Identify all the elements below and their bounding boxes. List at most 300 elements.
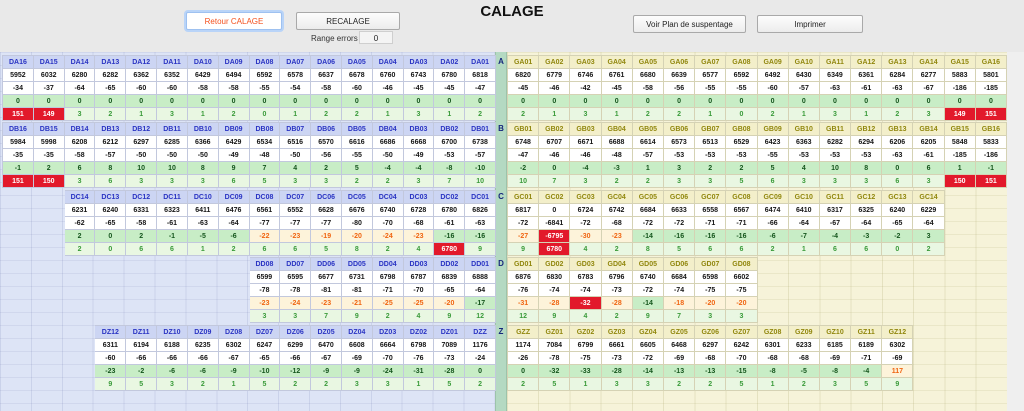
column-header: DA05	[341, 56, 372, 69]
grid-cell: 2	[465, 108, 496, 121]
column-header: GZ05	[663, 326, 694, 339]
grid-cell: 1	[539, 108, 570, 121]
row-group-letter: Z	[498, 327, 504, 336]
grid-cell: 9	[218, 162, 249, 175]
column-header: GC03	[570, 191, 601, 204]
grid-cell: -23	[95, 365, 126, 378]
grid-cell: 0	[508, 95, 539, 108]
empty-cell	[944, 243, 975, 256]
empty-cell	[944, 365, 975, 378]
grid-cell: -76	[403, 352, 434, 365]
grid-cell: 6	[95, 175, 126, 188]
grid-cell: 6602	[726, 271, 757, 284]
empty-cell	[33, 284, 64, 297]
grid-cell: 6671	[570, 136, 601, 149]
grid-cell: -9	[218, 365, 249, 378]
grid-cell: 6780	[434, 243, 465, 256]
grid-cell: 6592	[726, 69, 757, 82]
grid-cell: 3	[632, 378, 663, 391]
grid-cell: -72	[663, 217, 694, 230]
grid-cell: -78	[280, 284, 311, 297]
grid-cell: -5	[187, 230, 218, 243]
column-header: DZ06	[280, 326, 311, 339]
grid-cell: 149	[944, 108, 975, 121]
grid-cell: 1174	[508, 339, 539, 352]
grid-cell: -31	[508, 297, 539, 310]
empty-cell	[3, 191, 34, 204]
column-header: DC05	[341, 191, 372, 204]
grid-cell: 7089	[434, 339, 465, 352]
recalage-button[interactable]: RECALAGE	[296, 12, 400, 30]
grid-cell: 3	[819, 108, 850, 121]
empty-cell	[3, 230, 34, 243]
grid-cell: 0	[341, 95, 372, 108]
grid-cell: 150	[944, 175, 975, 188]
column-header: GA01	[508, 56, 539, 69]
grid-cell: 1	[187, 243, 218, 256]
grid-cell: -16	[726, 230, 757, 243]
grid-cell: 2	[508, 108, 539, 121]
right-gutter	[1007, 52, 1024, 411]
grid-cell: -50	[126, 149, 157, 162]
grid-cell: 6366	[187, 136, 218, 149]
grid-cell: -74	[539, 284, 570, 297]
grid-cell: 2	[218, 108, 249, 121]
grid-cell: 2	[726, 162, 757, 175]
column-header: GA11	[819, 56, 850, 69]
grid-cell: -80	[341, 217, 372, 230]
column-header: DA02	[434, 56, 465, 69]
grid-cell: -49	[218, 149, 249, 162]
grid-cell: -61	[913, 149, 944, 162]
column-header: GD02	[539, 258, 570, 271]
grid-cell: -71	[695, 217, 726, 230]
grid-cell: 6608	[341, 339, 372, 352]
empty-cell	[64, 352, 95, 365]
empty-cell	[975, 204, 1006, 217]
empty-cell	[3, 365, 34, 378]
grid-cell: 4	[788, 162, 819, 175]
empty-cell	[157, 258, 188, 271]
grid-cell: -23	[403, 230, 434, 243]
column-header: GZ02	[570, 326, 601, 339]
column-header: GC04	[601, 191, 632, 204]
grid-cell: 4	[570, 243, 601, 256]
column-header: DA07	[280, 56, 311, 69]
column-header: GC05	[632, 191, 663, 204]
column-header: DC06	[311, 191, 342, 204]
grid-cell: 7	[663, 310, 694, 323]
empty-cell	[64, 326, 95, 339]
grid-cell: 6	[757, 175, 788, 188]
empty-cell	[187, 284, 218, 297]
grid-cell: 6317	[819, 204, 850, 217]
empty-cell	[3, 297, 34, 310]
grid-cell: -67	[819, 217, 850, 230]
grid-cell: 1	[280, 108, 311, 121]
column-header: GC14	[913, 191, 944, 204]
grid-cell: 6	[726, 243, 757, 256]
column-header: GB04	[601, 123, 632, 136]
grid-cell: -23	[311, 297, 342, 310]
grid-cell: 5	[757, 162, 788, 175]
empty-cell	[851, 297, 882, 310]
grid-cell: 3	[819, 378, 850, 391]
grid-cell: -77	[249, 217, 280, 230]
column-header: GB09	[757, 123, 788, 136]
grid-cell: -72	[508, 217, 539, 230]
grid-cell: -53	[434, 149, 465, 162]
grid-cell: -64	[851, 217, 882, 230]
grid-cell: -4	[403, 162, 434, 175]
grid-cell: 10	[465, 175, 496, 188]
grid-cell: 9	[434, 310, 465, 323]
grid-cell: -16	[663, 230, 694, 243]
grid-cell: 3	[341, 378, 372, 391]
column-header: GZ12	[882, 326, 913, 339]
grid-cell: -8	[434, 162, 465, 175]
grid-cell: 1	[372, 108, 403, 121]
grid-cell: 1	[944, 162, 975, 175]
empty-cell	[975, 243, 1006, 256]
grid-cell: -50	[187, 149, 218, 162]
grid-cell: -30	[570, 230, 601, 243]
grid-cell: -13	[695, 365, 726, 378]
grid-cell: 3	[126, 175, 157, 188]
row-group-letter: A	[498, 57, 504, 66]
grid-cell: 2	[372, 243, 403, 256]
grid-cell: -55	[341, 149, 372, 162]
column-header: GD04	[601, 258, 632, 271]
grid-cell: 0	[570, 95, 601, 108]
grid-cell: 1	[218, 378, 249, 391]
grid-cell: -63	[882, 82, 913, 95]
grid-cell: 2	[311, 108, 342, 121]
grid-cell: 2	[663, 108, 694, 121]
empty-cell	[3, 284, 34, 297]
column-header: DB12	[126, 123, 157, 136]
grid-cell: 10	[126, 162, 157, 175]
grid-cell: -68	[403, 217, 434, 230]
column-header: DA14	[64, 56, 95, 69]
grid-cell: -31	[403, 365, 434, 378]
grid-cell: -78	[249, 284, 280, 297]
column-header: GC02	[539, 191, 570, 204]
grid-cell: -19	[311, 230, 342, 243]
grid-cell: 6661	[601, 339, 632, 352]
column-header: GA12	[851, 56, 882, 69]
grid-cell: 6363	[788, 136, 819, 149]
grid-cell: -64	[218, 217, 249, 230]
grid-cell: -65	[434, 284, 465, 297]
grid-cell: -186	[944, 82, 975, 95]
grid-cell: 3	[372, 378, 403, 391]
imprimer-button[interactable]: Imprimer	[757, 15, 863, 33]
grid-cell: 3	[64, 108, 95, 121]
column-header: DC04	[372, 191, 403, 204]
empty-cell	[757, 284, 788, 297]
grid-cell: 151	[3, 175, 34, 188]
empty-cell	[913, 378, 944, 391]
column-header: GC12	[851, 191, 882, 204]
grid-cell: 6208	[64, 136, 95, 149]
grid-cell: 3	[601, 378, 632, 391]
grid-cell: -23	[601, 230, 632, 243]
grid-cell: 6352	[157, 69, 188, 82]
column-header: GA04	[601, 56, 632, 69]
column-header: GA02	[539, 56, 570, 69]
column-header: GA06	[663, 56, 694, 69]
grid-cell: 6561	[249, 204, 280, 217]
grid-cell: -56	[663, 82, 694, 95]
grid-cell: -21	[341, 297, 372, 310]
grid-cell: 6429	[218, 136, 249, 149]
grid-cell: 6783	[570, 271, 601, 284]
grid-cell: -72	[632, 217, 663, 230]
grid-cell: -74	[663, 284, 694, 297]
grid-cell: -185	[944, 149, 975, 162]
grid-cell: -14	[632, 365, 663, 378]
grid-cell: -3	[851, 230, 882, 243]
grid-cell: 149	[33, 108, 64, 121]
grid-cell: 6411	[187, 204, 218, 217]
grid-cell: -49	[403, 149, 434, 162]
right-group-table	[507, 257, 1007, 323]
empty-cell	[851, 284, 882, 297]
grid-cell: 3	[280, 310, 311, 323]
grid-cell: 3	[187, 175, 218, 188]
grid-cell: -33	[570, 365, 601, 378]
grid-cell: 1	[632, 162, 663, 175]
grid-cell: 6633	[663, 204, 694, 217]
column-header: GD06	[663, 258, 694, 271]
grid-cell: -77	[311, 217, 342, 230]
grid-cell: 0	[95, 95, 126, 108]
column-header: GZ08	[757, 326, 788, 339]
column-header: DB10	[187, 123, 218, 136]
grid-cell: 2	[913, 243, 944, 256]
column-header: DB16	[3, 123, 34, 136]
grid-cell: -26	[508, 352, 539, 365]
grid-cell: 0	[539, 95, 570, 108]
grid-cell: -32	[539, 365, 570, 378]
grid-cell: -69	[882, 352, 913, 365]
column-header: GD08	[726, 258, 757, 271]
grid-cell: 6760	[372, 69, 403, 82]
page-title: CALAGE	[480, 3, 544, 20]
empty-cell	[218, 258, 249, 271]
grid-cell: -4	[372, 162, 403, 175]
grid-cell: 0	[788, 95, 819, 108]
empty-cell	[975, 310, 1006, 323]
grid-cell: 6247	[249, 339, 280, 352]
grid-cell: -55	[249, 82, 280, 95]
empty-cell	[95, 271, 126, 284]
grid-cell: -18	[663, 297, 694, 310]
grid-cell: 6731	[341, 271, 372, 284]
column-header: GB05	[632, 123, 663, 136]
grid-cell: 7084	[539, 339, 570, 352]
grid-cell: -67	[311, 352, 342, 365]
column-header: GB14	[913, 123, 944, 136]
grid-cell: -9	[341, 365, 372, 378]
grid-cell: -6	[187, 365, 218, 378]
left-group-table	[2, 257, 496, 323]
empty-cell	[975, 191, 1006, 204]
grid-cell: 5984	[3, 136, 34, 149]
grid-cell: -45	[434, 82, 465, 95]
grid-cell: 7	[539, 175, 570, 188]
grid-cell: 2	[372, 175, 403, 188]
column-header: DA04	[372, 56, 403, 69]
grid-cell: -4	[570, 162, 601, 175]
column-header: DD06	[311, 258, 342, 271]
grid-cell: 6686	[372, 136, 403, 149]
empty-cell	[218, 310, 249, 323]
left-group-table	[2, 55, 496, 121]
grid-cell: 2	[663, 378, 694, 391]
grid-cell: 6746	[570, 69, 601, 82]
grid-cell: 6820	[508, 69, 539, 82]
grid-cell: 3	[851, 175, 882, 188]
empty-cell	[788, 297, 819, 310]
grid-cell: -68	[695, 352, 726, 365]
grid-cell: 3	[788, 175, 819, 188]
empty-cell	[64, 378, 95, 391]
grid-cell: -55	[757, 149, 788, 162]
grid-cell: -16	[434, 230, 465, 243]
empty-cell	[913, 352, 944, 365]
grid-cell: -63	[819, 82, 850, 95]
retour-calage-button[interactable]: Retour CALAGE	[186, 12, 282, 30]
empty-cell	[33, 230, 64, 243]
empty-cell	[757, 258, 788, 271]
column-header: DB11	[157, 123, 188, 136]
grid-cell: 6578	[280, 69, 311, 82]
grid-cell: -58	[64, 149, 95, 162]
grid-cell: -75	[726, 284, 757, 297]
empty-cell	[944, 191, 975, 204]
grid-cell: -73	[434, 352, 465, 365]
grid-cell: -67	[218, 352, 249, 365]
grid-cell: -58	[632, 82, 663, 95]
grid-cell: 6361	[851, 69, 882, 82]
grid-cell: 3	[157, 175, 188, 188]
column-header: DZ02	[403, 326, 434, 339]
grid-cell: 2	[882, 108, 913, 121]
right-group-table	[507, 325, 1007, 391]
grid-cell: -54	[280, 82, 311, 95]
grid-cell: -34	[3, 82, 34, 95]
column-header: DZ08	[218, 326, 249, 339]
grid-cell: 6	[913, 162, 944, 175]
grid-cell: 3	[403, 108, 434, 121]
grid-cell: -46	[372, 82, 403, 95]
voir-plan-suspentage-button[interactable]: Voir Plan de suspentage	[633, 15, 746, 33]
grid-cell: 6513	[695, 136, 726, 149]
grid-cell: 2	[64, 243, 95, 256]
grid-cell: -47	[465, 82, 496, 95]
left-group-table	[2, 190, 496, 256]
grid-cell: 0	[851, 95, 882, 108]
grid-cell: 6779	[539, 69, 570, 82]
grid-cell: -66	[157, 352, 188, 365]
grid-cell: -58	[311, 82, 342, 95]
column-header: DZ09	[187, 326, 218, 339]
grid-cell: 0	[539, 204, 570, 217]
empty-cell	[95, 310, 126, 323]
empty-cell	[882, 258, 913, 271]
column-header: DB04	[372, 123, 403, 136]
grid-cell: 6	[126, 243, 157, 256]
column-header: GB13	[882, 123, 913, 136]
grid-cell: 5801	[975, 69, 1006, 82]
column-header: DB09	[218, 123, 249, 136]
grid-cell: 5	[311, 243, 342, 256]
grid-cell: -23	[249, 297, 280, 310]
grid-cell: -53	[663, 149, 694, 162]
grid-cell: 9	[341, 310, 372, 323]
grid-cell: -24	[372, 230, 403, 243]
grid-cell: -45	[508, 82, 539, 95]
grid-cell: -50	[280, 149, 311, 162]
empty-cell	[218, 297, 249, 310]
empty-cell	[64, 284, 95, 297]
empty-cell	[3, 352, 34, 365]
grid-cell: -72	[570, 217, 601, 230]
column-header: DD01	[465, 258, 496, 271]
grid-cell: 0	[157, 95, 188, 108]
column-header: GA07	[695, 56, 726, 69]
column-header: DD08	[249, 258, 280, 271]
grid-cell: 6297	[695, 339, 726, 352]
grid-cell: -25	[403, 297, 434, 310]
grid-cell: -64	[465, 284, 496, 297]
grid-cell: 8	[632, 243, 663, 256]
column-header: GA15	[944, 56, 975, 69]
column-header: GZZ	[508, 326, 539, 339]
empty-cell	[157, 271, 188, 284]
empty-cell	[126, 284, 157, 297]
grid-cell: 0	[882, 95, 913, 108]
grid-cell: -16	[695, 230, 726, 243]
grid-cell: 0	[126, 95, 157, 108]
grid-cell: 6323	[157, 204, 188, 217]
column-header: GD07	[695, 258, 726, 271]
empty-cell	[33, 258, 64, 271]
grid-cell: 6	[819, 243, 850, 256]
empty-cell	[851, 258, 882, 271]
grid-cell: -64	[64, 82, 95, 95]
grid-cell: 2	[64, 230, 95, 243]
grid-cell: 6235	[187, 339, 218, 352]
grid-cell: -53	[851, 149, 882, 162]
empty-cell	[157, 297, 188, 310]
column-header: DZ01	[434, 326, 465, 339]
grid-cell: 151	[975, 175, 1006, 188]
column-header: GB15	[944, 123, 975, 136]
grid-cell: -70	[372, 352, 403, 365]
column-header: GC06	[663, 191, 694, 204]
grid-cell: -57	[95, 149, 126, 162]
grid-cell: 6888	[465, 271, 496, 284]
grid-cell: 6748	[508, 136, 539, 149]
grid-cell: 6229	[913, 204, 944, 217]
empty-cell	[64, 310, 95, 323]
grid-cell: 2	[280, 378, 311, 391]
grid-cell: -60	[757, 82, 788, 95]
grid-cell: 1	[601, 108, 632, 121]
